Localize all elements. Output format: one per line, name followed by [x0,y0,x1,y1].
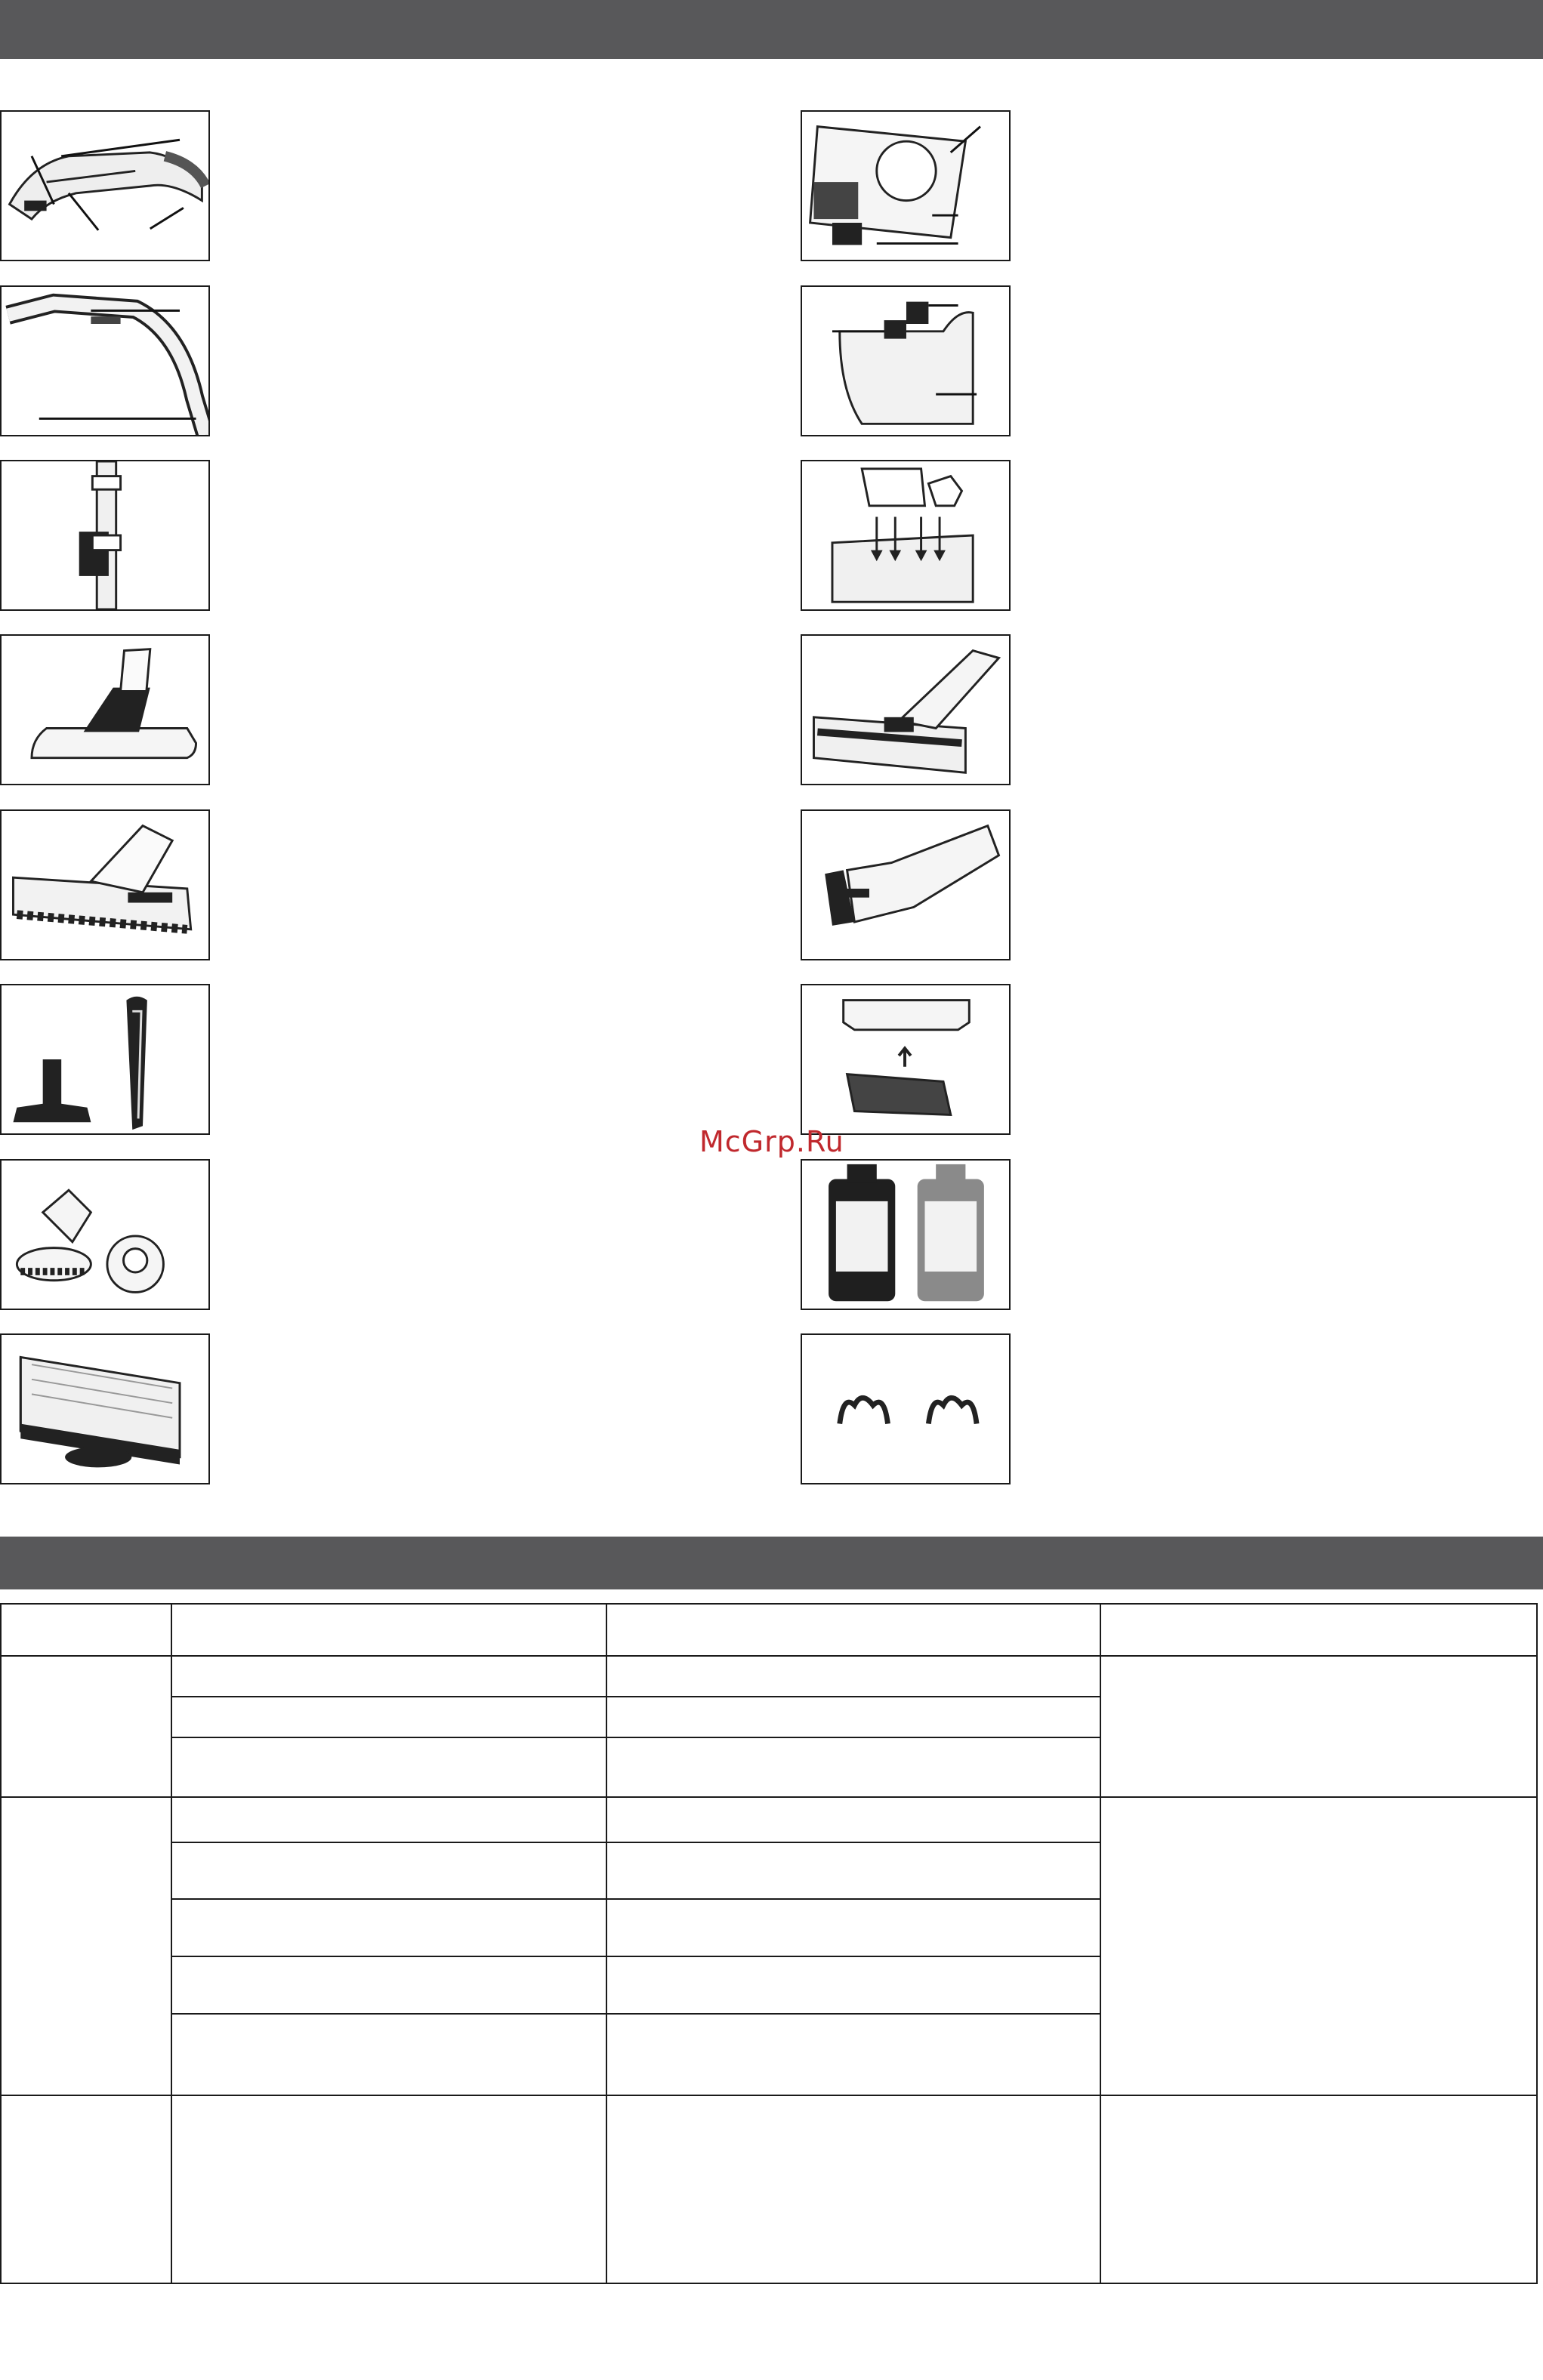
row-divider [171,1696,1100,1697]
group-divider [2,2095,1536,2096]
shampoo-bottles-icon [801,1159,1011,1310]
header-band [0,0,1543,59]
telescopic-tube-icon [0,460,210,611]
tube-clips-icon [801,1333,1011,1484]
spray-extraction-nozzle-icon [801,634,1011,785]
water-filter-cover-icon [801,110,1011,261]
row-divider [171,1956,1100,1957]
col-divider [1100,1605,1101,2283]
group-divider [2,1796,1536,1798]
furniture-brush-and-adapter-icon [0,1159,210,1310]
parquet-nozzle-icon [0,809,210,960]
troubleshooting-table [0,1603,1538,2284]
row-divider [171,1842,1100,1843]
upholstery-spray-nozzle-icon [801,809,1011,960]
col-divider [171,1605,172,2283]
hose-icon [0,285,210,436]
floor-nozzle-icon [0,634,210,785]
upholstery-and-crevice-nozzle-icon [0,984,210,1135]
col-divider [606,1605,607,2283]
watermark: McGrp.Ru [699,1125,844,1158]
tank-insert-icon [801,460,1011,611]
row-divider [171,1898,1100,1900]
header-row-divider [2,1655,1536,1657]
hepa-filter-icon [0,1333,210,1484]
hard-floor-adapter-icon [801,984,1011,1135]
hose-handle-icon [0,110,210,261]
water-tank-icon [801,285,1011,436]
row-divider [171,1737,1100,1738]
row-divider [171,2013,1100,2015]
section-band [0,1537,1543,1589]
